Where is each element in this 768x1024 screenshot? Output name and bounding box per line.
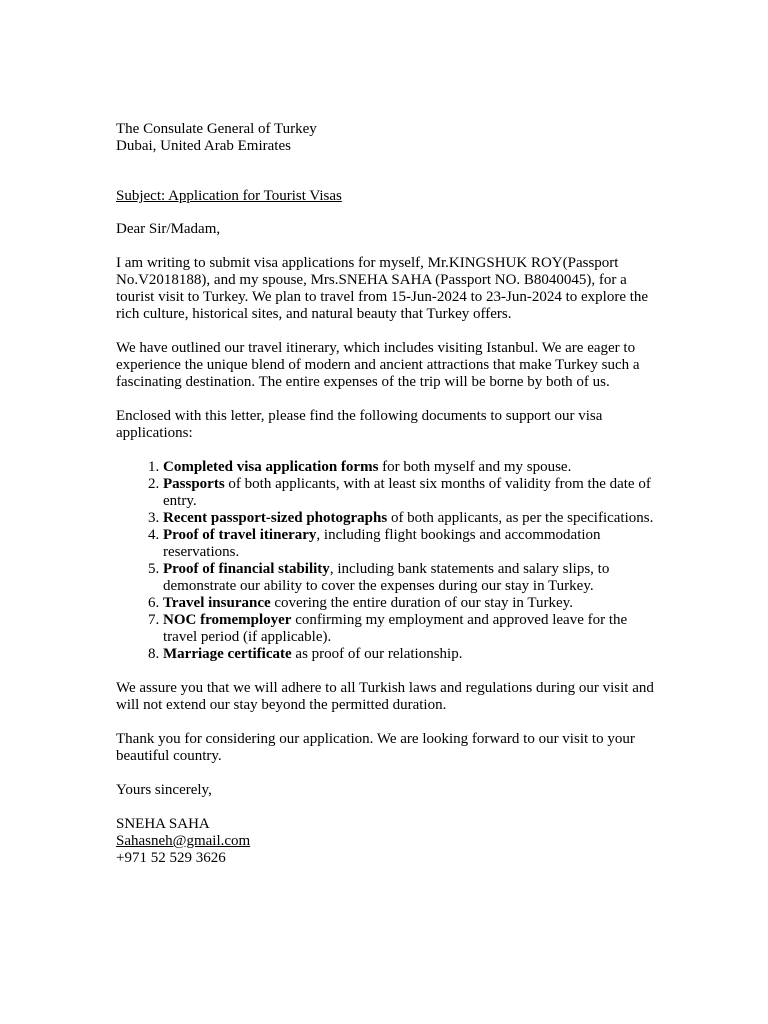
document-title: Proof of travel itinerary <box>163 527 317 543</box>
list-item <box>163 646 656 663</box>
email-link[interactable]: Sahasneh@gmail.com <box>116 833 251 849</box>
address-line-2: Dubai, United Arab Emirates <box>116 138 291 154</box>
subject-line: Subject: Application for Tourist Visas <box>116 188 342 204</box>
document-title: Marriage certificate <box>163 646 292 662</box>
document-detail: covering the entire duration of our stay in Turkey. <box>270 595 573 611</box>
document-title: Recent passport-sized photographs <box>163 510 388 526</box>
list-item <box>163 561 656 595</box>
document-detail: for both myself and my spouse. <box>378 459 572 475</box>
closing: Yours sincerely, <box>116 782 212 798</box>
list-item <box>163 459 656 476</box>
salutation: Dear Sir/Madam, <box>116 221 221 237</box>
document-title: Proof of financial stability <box>163 561 330 577</box>
document-title: Passports <box>163 476 225 492</box>
signature-block <box>116 816 656 867</box>
documents-list <box>116 459 656 663</box>
document-detail: , including flight bookings and accommodation reservations. <box>163 527 601 560</box>
thanks-paragraph: Thank you for considering our application. We are looking forward to our visit to your beautiful country. <box>116 731 635 764</box>
list-item <box>163 476 656 510</box>
list-item <box>163 595 656 612</box>
document-detail: confirming my employment and approved leave for the travel period (if applicable). <box>163 612 628 645</box>
document-title: NOC fromemployer <box>163 612 292 628</box>
list-item <box>163 527 656 561</box>
itinerary-paragraph: We have outlined our travel itinerary, which includes visiting Istanbul. We are eager to experience the unique blend of modern and ancient attractions that make Turkey such a fascinating destination. The entire expenses of the trip will be borne by both of us. <box>116 340 640 390</box>
letter-body <box>116 121 656 867</box>
document-detail: of both applicants, with at least six months of validity from the date of entry. <box>163 476 651 509</box>
list-item <box>163 612 656 646</box>
assurance-paragraph: We assure you that we will adhere to all Turkish laws and regulations during our visit and will not extend our stay beyond the permitted duration. <box>116 680 654 713</box>
intro-paragraph: I am writing to submit visa applications for myself, Mr.KINGSHUK ROY(Passport No.V2018188), and my spouse, Mrs.SNEHA SAHA (Passport NO. B8040045), for a tourist visit to Turkey. We plan to travel from 15-Jun-2024 to 23-Jun-2024 to explore the rich culture, historical sites, and natural beauty that Turkey offers. <box>116 255 649 322</box>
address-line-1: The Consulate General of Turkey <box>116 121 317 137</box>
phone-number: +971 52 529 3626 <box>116 850 226 866</box>
document-title: Travel insurance <box>163 595 271 611</box>
enclosed-paragraph: Enclosed with this letter, please find the following documents to support our visa applications: <box>116 408 603 441</box>
document-title: Completed visa application forms <box>163 459 379 475</box>
signature-name: SNEHA SAHA <box>116 816 210 832</box>
document-detail: as proof of our relationship. <box>291 646 463 662</box>
document-detail: of both applicants, as per the specifications. <box>387 510 654 526</box>
recipient-address <box>116 121 656 155</box>
list-item <box>163 510 656 527</box>
document-detail: , including bank statements and salary slips, to demonstrate our ability to cover the expenses during our stay in Turkey. <box>163 561 610 594</box>
